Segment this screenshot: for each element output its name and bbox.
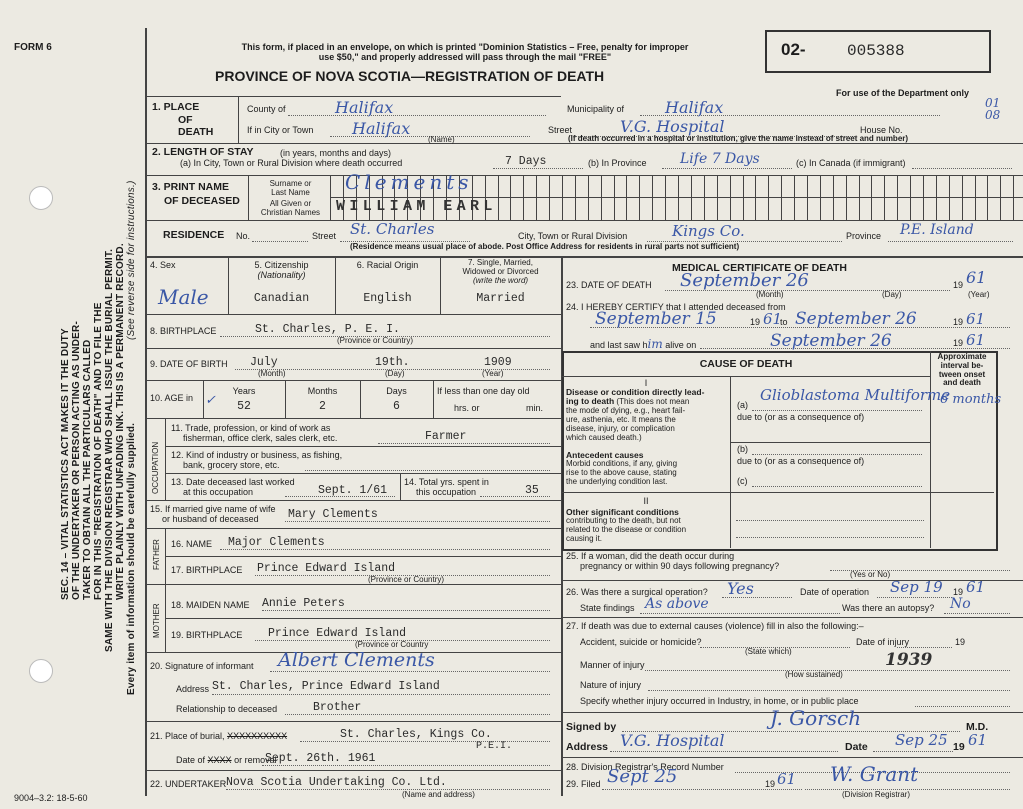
- municipality-value: Halifax: [665, 98, 724, 117]
- rule: [561, 617, 1023, 618]
- dob-day: 19th.: [375, 356, 410, 369]
- rule: [562, 376, 930, 377]
- relationship-value: Brother: [313, 701, 362, 714]
- city-value: Halifax: [352, 119, 411, 138]
- date-of-birth-label: 9. DATE OF BIRTH: [150, 359, 228, 369]
- informant-address-label: Address: [176, 684, 210, 694]
- municipality-label: Municipality of: [567, 104, 625, 114]
- father-side-label: FATHER: [152, 539, 161, 570]
- md-label: M.D.: [966, 721, 989, 733]
- age-label: 10. AGE in: [150, 393, 194, 403]
- rule: [944, 613, 1010, 614]
- rule: [165, 618, 561, 619]
- surname-label: Surname or Last Name: [269, 179, 312, 197]
- rule: [662, 168, 792, 169]
- statute-line: WRITE PLAINLY WITH UNFADING INK. THIS IS A PERMANENT RECORD.: [115, 243, 126, 600]
- stay-c-label: (c) In Canada (if immigrant): [796, 158, 906, 168]
- informant-label: 20. Signature of informant: [150, 661, 254, 671]
- last-saw-date: September 26: [770, 331, 892, 351]
- rule: [305, 470, 550, 471]
- residence-no-label: No.: [236, 231, 251, 241]
- county-value: Halifax: [335, 98, 394, 117]
- birthplace-value: St. Charles, P. E. I.: [255, 323, 400, 336]
- father-name: Major Clements: [228, 536, 325, 549]
- rule: [730, 442, 930, 443]
- physician-signature: J. Gorsch: [770, 706, 862, 730]
- certify-label: 24. I HEREBY CERTIFY that I attended deceased from: [566, 302, 786, 312]
- residence-street-value: St. Charles: [350, 220, 435, 238]
- rule: [752, 486, 922, 487]
- rule: [610, 751, 838, 752]
- findings-label: State findings: [580, 603, 635, 613]
- postal-notice: This form, if placed in an envelope, on which is printed "Dominion Statistics – Free, penalty for improper use $50," and properly addressed will pass through the mail "FREE": [241, 42, 689, 63]
- rule: [730, 376, 731, 548]
- city-label: If in City or Town: [247, 125, 314, 135]
- nature-of-injury-label: Nature of injury: [580, 680, 642, 690]
- hint: (Name): [428, 135, 455, 144]
- father-birthplace-label: 17. BIRTHPLACE: [171, 565, 243, 575]
- year-prefix: 19: [765, 779, 776, 789]
- rule: [145, 770, 561, 771]
- undertaker-value: Nova Scotia Undertaking Co. Ltd.: [226, 776, 447, 789]
- removal-date-value: Sept. 26th. 1961: [265, 752, 376, 765]
- statute-line: TAKER TO OBTAIN ALL THE PARTICULARS CALLED: [82, 339, 93, 600]
- disease-description: Disease or condition directly lead- ing to death (This does not mean the mode of dying, e.g., heart fail- ure, asthenia, etc. It means the disease, injury, or complication which caused death.): [566, 387, 705, 442]
- autopsy-label: Was there an autopsy?: [842, 603, 935, 613]
- q11-label: 11. Trade, profession, or kind of work as fisherman, office clerk, sales clerk, etc.: [171, 423, 338, 444]
- residence-province-value: P.E. Island: [900, 222, 974, 238]
- undertaker-label: 22. UNDERTAKER: [150, 779, 227, 789]
- year-prefix: 19: [953, 280, 964, 290]
- rule: [226, 789, 550, 790]
- record-number-label: 28. Division Registrar's Record Number: [566, 762, 724, 772]
- hint: (Division Registrar): [842, 790, 911, 799]
- age-years-value: 52: [237, 400, 251, 413]
- father-birthplace: Prince Edward Island: [257, 562, 396, 575]
- cause-a-interval: 6 months: [940, 392, 1002, 407]
- due-to-label: due to (or as a consequence of): [737, 456, 865, 466]
- rule: [378, 443, 550, 444]
- rule: [262, 610, 550, 611]
- county-label: County of: [247, 104, 286, 114]
- form-code: 9004–3.2: 18-5-60: [14, 793, 88, 803]
- cause-b-label: (b): [737, 444, 748, 454]
- rule: [262, 765, 550, 766]
- racial-origin-value: English: [363, 292, 412, 305]
- punch-hole: [29, 186, 53, 210]
- hint: (Day): [385, 369, 405, 378]
- hint: (Province or Country): [337, 336, 414, 345]
- manner-of-injury-value: 1939: [885, 650, 933, 670]
- part-ii-label: II: [643, 496, 649, 506]
- rule: [433, 380, 434, 418]
- q14-label: 14. Total yrs. spent in this occupation: [404, 477, 489, 498]
- year-prefix: 19: [955, 637, 966, 647]
- specify-injury-location-label: Specify whether injury occurred in Industry, in home, or in public place: [580, 696, 859, 706]
- statute-line: OF THE UNDERTAKER OR PERSON ACTING AS UNDER-: [71, 321, 82, 600]
- due-to-label: due to (or as a consequence of): [737, 412, 865, 422]
- hint: (State which): [745, 647, 792, 656]
- hint: (If death occurred in a hospital or institution, give the name instead of street and number): [568, 134, 909, 143]
- surname-value: Clements: [345, 170, 473, 194]
- hint: (Year): [482, 369, 504, 378]
- rule: [145, 500, 561, 501]
- operation-year: 61: [966, 578, 986, 596]
- manner-of-injury-label: Manner of injury: [580, 660, 645, 670]
- rule: [562, 492, 994, 493]
- months-label: Months: [307, 386, 338, 396]
- days-label: Days: [386, 386, 407, 396]
- punch-hole: [29, 659, 53, 683]
- rule: [285, 521, 550, 522]
- rule: [561, 580, 1023, 581]
- birthplace-label: 8. BIRTHPLACE: [150, 326, 217, 336]
- signed-date-value: Sep 25: [895, 731, 948, 749]
- rule: [285, 714, 550, 715]
- rule: [736, 537, 924, 538]
- residence-province-label: Province: [846, 231, 882, 241]
- rule: [220, 549, 550, 550]
- rule: [648, 690, 1010, 691]
- filed-year: 61: [777, 770, 797, 788]
- rule: [145, 721, 561, 722]
- hrs-label: hrs. or: [454, 403, 480, 413]
- findings-value: As above: [645, 596, 709, 612]
- marital-status-value: Married: [476, 292, 525, 305]
- mother-birthplace: Prince Edward Island: [268, 627, 407, 640]
- injury-date-label: Date of injury: [856, 637, 910, 647]
- informant-signature: Albert Clements: [278, 649, 435, 671]
- occupation-side-label: OCCUPATION: [151, 441, 160, 494]
- less-than-day-label: If less than one day old: [437, 386, 530, 396]
- rule: [493, 168, 583, 169]
- year-prefix: 19: [750, 317, 761, 327]
- antecedent-description: Antecedent causes Morbid conditions, if any, giving rise to the above cause, stating the underlying condition last.: [566, 450, 678, 486]
- statute-line: FOR IN THIS "REGISTRATION OF DEATH" AND TO FILE THE: [93, 302, 104, 600]
- age-days-value: 6: [393, 400, 400, 413]
- street-value: V.G. Hospital: [620, 117, 725, 136]
- rule: [145, 528, 561, 529]
- physician-address-label: Address: [566, 741, 609, 753]
- rule: [252, 241, 308, 242]
- rule: [145, 314, 561, 315]
- removal-date-label: Date of XXXX or removal: [176, 755, 277, 765]
- rule: [400, 473, 401, 500]
- physician-address-value: V.G. Hospital: [620, 731, 725, 750]
- dob-month: July: [250, 356, 278, 369]
- racial-origin-label: 6. Racial Origin: [356, 260, 419, 270]
- rule: [897, 647, 952, 648]
- residence-label: RESIDENCE: [163, 229, 225, 241]
- dob-year: 1909: [484, 356, 512, 369]
- registrar-signature: W. Grant: [830, 762, 919, 786]
- rule: [145, 220, 1023, 221]
- rule: [165, 446, 561, 447]
- q25-label: 25. If a woman, did the death occur during pregnancy or within 90 days following pregnancy?: [566, 551, 780, 572]
- place-of-death-label: 1. PLACE OF DEATH: [152, 101, 214, 139]
- date-of-death-value: September 26: [680, 270, 809, 291]
- hint: (Name and address): [402, 790, 475, 799]
- department-code-1: 01: [985, 96, 1001, 110]
- burial-place-value: St. Charles, Kings Co.: [340, 728, 492, 741]
- length-of-stay-label: 2. LENGTH OF STAY: [152, 146, 254, 158]
- residence-city-value: Kings Co.: [672, 222, 745, 240]
- q26-label: 26. Was there a surgical operation?: [566, 587, 708, 597]
- informant-address: St. Charles, Prince Edward Island: [212, 680, 440, 693]
- operation-value: Yes: [727, 579, 754, 598]
- rule: [877, 597, 952, 598]
- hint: (Residence means usual place of abode. Post Office Address for residents in rural parts not sufficient): [350, 242, 740, 251]
- given-names-value: WILLIAM EARL: [336, 198, 497, 215]
- rule: [752, 454, 922, 455]
- rule: [145, 418, 561, 419]
- rule: [165, 473, 561, 474]
- hint: (Day): [882, 290, 902, 299]
- mother-side-label: MOTHER: [152, 603, 161, 638]
- accident-label: Accident, suicide or homicide?: [580, 637, 702, 647]
- street-label: Street: [548, 125, 573, 135]
- stay-b-label: (b) In Province: [588, 158, 647, 168]
- citizenship-value: Canadian: [253, 292, 310, 305]
- rule: [561, 757, 1023, 758]
- other-conditions-description: Other significant conditions contributing to the death, but not related to the disease or condition causing it.: [566, 507, 687, 543]
- instructions-note: (See reverse side for instructions.): [126, 180, 137, 340]
- rule: [145, 96, 561, 97]
- filed-date-value: Sept 25: [607, 766, 678, 787]
- burial-place-value-2: P.E.I.: [476, 741, 513, 752]
- last-saw-label: and last saw him alive on: [590, 337, 697, 351]
- department-code-2: 08: [985, 108, 1001, 122]
- statute-line: SEC. 14 – VITAL STATISTICS ACT MAKES IT THE DUTY: [60, 328, 71, 600]
- rule: [270, 671, 550, 672]
- residence-street-label: Street: [312, 231, 337, 241]
- rule: [165, 418, 166, 500]
- rule: [912, 168, 1012, 169]
- medical-certificate-heading: MEDICAL CERTIFICATE OF DEATH: [672, 262, 847, 274]
- q13-value: Sept. 1/61: [318, 484, 388, 497]
- relationship-label: Relationship to deceased: [176, 704, 278, 714]
- cause-a-label: (a): [737, 400, 748, 410]
- attended-from-year: 61: [763, 310, 783, 328]
- attended-from-value: September 15: [595, 309, 717, 329]
- rule: [736, 520, 924, 521]
- years-label: Years: [232, 386, 256, 396]
- hint: (Province or Country): [368, 575, 445, 584]
- given-names-label: All Given or Christian Names: [260, 199, 321, 217]
- rule: [238, 96, 239, 143]
- interval-heading: Approximate interval be- tween onset and death: [937, 352, 987, 388]
- rule: [915, 706, 1010, 707]
- father-name-label: 16. NAME: [171, 539, 213, 549]
- sex-value: Male: [158, 285, 209, 309]
- hint: (How sustained): [785, 670, 843, 679]
- date-of-death-label: 23. DATE OF DEATH: [566, 280, 652, 290]
- q11-value: Farmer: [425, 430, 467, 443]
- hint: (in years, months and days): [280, 148, 392, 158]
- stay-b-value: Life 7 Days: [680, 151, 760, 167]
- mother-maiden-name-label: 18. MAIDEN NAME: [171, 600, 250, 610]
- statute-line: SAME WITH THE DIVISION REGISTRAR WHO SHALL ISSUE THE BURIAL PERMIT.: [104, 248, 115, 652]
- stay-a-label: (a) In City, Town or Rural Division where death occurred: [180, 158, 403, 168]
- form-title: PROVINCE OF NOVA SCOTIA—REGISTRATION OF DEATH: [215, 68, 605, 84]
- death-year-value: 61: [966, 268, 987, 287]
- year-prefix: 19: [953, 587, 964, 597]
- spouse-name: Mary Clements: [288, 508, 378, 521]
- hint: (Month): [258, 369, 286, 378]
- operation-date-label: Date of operation: [800, 587, 870, 597]
- signed-by-label: Signed by: [566, 721, 617, 733]
- cause-c-label: (c): [737, 476, 748, 486]
- registration-number-box: 02- 005388: [765, 30, 991, 73]
- hint: (Province or Country: [355, 640, 429, 649]
- signed-date-label: Date: [845, 741, 868, 753]
- rule: [145, 256, 1023, 258]
- rule: [752, 410, 922, 411]
- q15-label: 15. If married give name of wife or husband of deceased: [150, 504, 276, 525]
- stay-a-value: 7 Days: [505, 155, 547, 168]
- residence-city-label: City, Town or Rural Division: [518, 231, 628, 241]
- statute-line: Every item of information should be carefully supplied.: [126, 422, 137, 695]
- marital-status-label: 7. Single, Married, Widowed or Divorced (write the word): [462, 258, 539, 285]
- citizenship-label: 5. Citizenship (Nationality): [254, 260, 309, 281]
- part-i-label: I: [644, 378, 648, 388]
- to-label: to: [780, 317, 788, 327]
- rule: [212, 694, 550, 695]
- house-label: House No.: [860, 125, 903, 135]
- hint: (Month): [756, 290, 784, 299]
- rule: [300, 741, 550, 742]
- cause-of-death-heading: CAUSE OF DEATH: [699, 358, 793, 370]
- rule: [888, 241, 1013, 242]
- mother-maiden-name: Annie Peters: [262, 597, 345, 610]
- autopsy-value: No: [950, 596, 971, 612]
- q13-label: 13. Date deceased last worked at this occupation: [171, 477, 295, 498]
- rule: [145, 348, 561, 349]
- rule: [288, 115, 546, 116]
- last-saw-year: 61: [966, 331, 986, 349]
- rule: [480, 496, 550, 497]
- burial-place-label: 21. Place of burial, XXXXXXXXXX: [150, 731, 288, 741]
- form-number: FORM 6: [14, 42, 52, 53]
- signed-date-year: 61: [968, 731, 988, 749]
- q12-label: 12. Kind of industry or business, as fishing, bank, grocery store, etc.: [171, 450, 343, 471]
- q27-label: 27. If death was due to external causes (violence) fill in also the following:–: [566, 621, 864, 631]
- operation-date-value: Sep 19: [890, 578, 943, 596]
- rule: [248, 175, 249, 220]
- q14-value: 35: [525, 484, 539, 497]
- department-use-label: For use of the Department only: [836, 88, 970, 98]
- filed-label: 29. Filed: [566, 779, 601, 789]
- hint: (Yes or No): [850, 570, 891, 579]
- rule: [640, 613, 840, 614]
- rule: [873, 751, 953, 752]
- year-prefix: 19: [953, 338, 964, 348]
- rule: [145, 380, 561, 381]
- attended-to-value: September 26: [795, 309, 917, 329]
- hint: (Year): [968, 290, 990, 299]
- name-of-deceased-label: 3. PRINT NAME OF DECEASED: [152, 181, 240, 207]
- min-label: min.: [526, 403, 544, 413]
- rule: [145, 584, 561, 585]
- rule: [165, 556, 561, 557]
- registration-number: 005388: [847, 42, 905, 60]
- sex-label: 4. Sex: [150, 260, 176, 270]
- year-prefix: 19: [953, 741, 965, 753]
- age-months-value: 2: [319, 400, 326, 413]
- mother-birthplace-label: 19. BIRTHPLACE: [171, 630, 243, 640]
- cause-a-value: Glioblastoma Multiforme: [760, 386, 951, 404]
- attended-to-year: 61: [966, 310, 986, 328]
- year-prefix: 19: [953, 317, 964, 327]
